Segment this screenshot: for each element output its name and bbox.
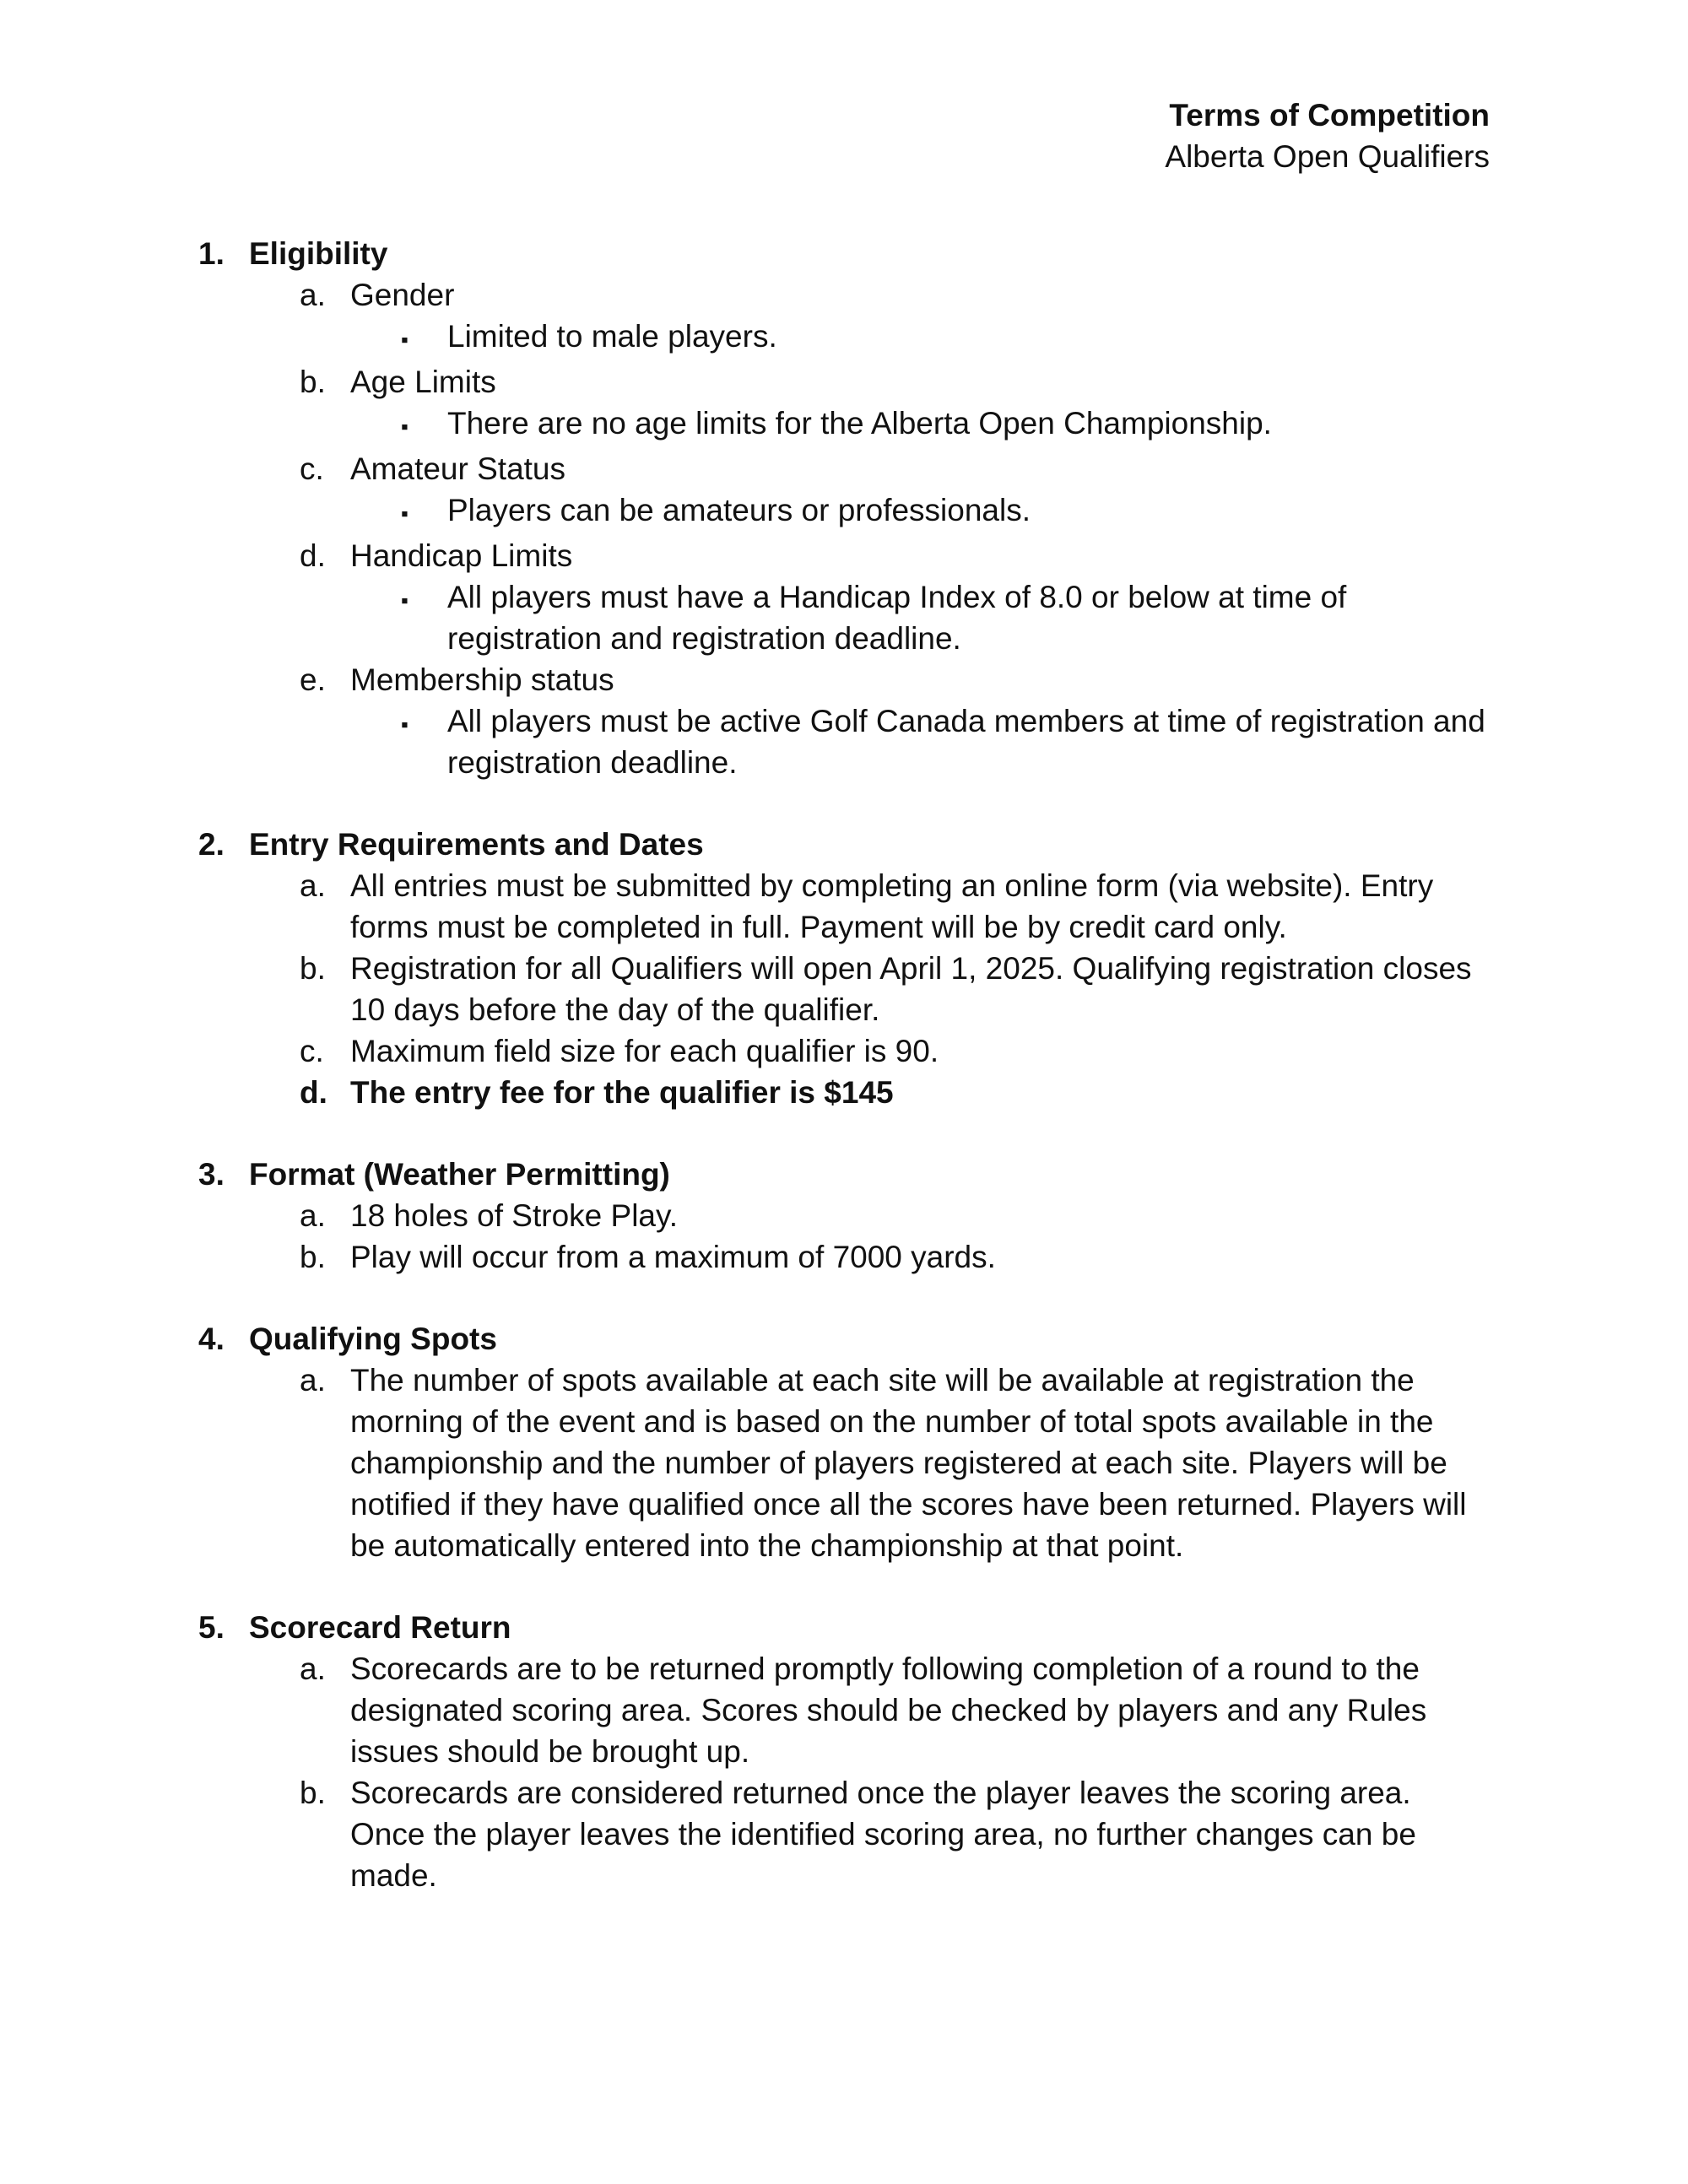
bullet-item [198, 403, 1490, 448]
section-number: 3. [198, 1157, 225, 1192]
item-marker: a. [300, 1198, 326, 1233]
item-text: Membership status [350, 662, 614, 697]
section-heading [198, 824, 1490, 865]
list-item [198, 948, 1490, 1030]
section-title-text: Qualifying Spots [249, 1322, 497, 1356]
section-format [198, 1154, 1490, 1278]
list-item [198, 1648, 1490, 1772]
item-marker: c. [300, 1034, 324, 1068]
item-text: Amateur Status [350, 451, 566, 486]
square-bullet-icon: ▪ [401, 415, 408, 439]
list-item [198, 1360, 1490, 1566]
bullet-text: All players must be active Golf Canada members at time of registration and registration deadline. [447, 704, 1485, 780]
section-heading [198, 233, 1490, 274]
item-marker: b. [300, 1240, 326, 1274]
list-item [198, 865, 1490, 948]
section-eligibility [198, 233, 1490, 783]
item-text: Maximum field size for each qualifier is 90. [350, 1034, 939, 1068]
item-marker: a. [300, 278, 326, 312]
square-bullet-icon: ▪ [401, 589, 408, 613]
bullet-text: Limited to male players. [447, 319, 777, 354]
list-item-entry-fee [198, 1072, 1490, 1113]
section-title-text: Format (Weather Permitting) [249, 1157, 670, 1192]
section-title-text: Entry Requirements and Dates [249, 827, 704, 862]
list-item [198, 361, 1490, 403]
bullet-item [198, 700, 1490, 783]
item-text: Play will occur from a maximum of 7000 yards. [350, 1240, 996, 1274]
list-item [198, 1236, 1490, 1278]
list-item [198, 535, 1490, 576]
section-number: 2. [198, 827, 225, 862]
section-heading [198, 1154, 1490, 1195]
list-item [198, 448, 1490, 489]
bullet-item [198, 489, 1490, 535]
bullet-text: There are no age limits for the Alberta Open Championship. [447, 406, 1272, 441]
list-item [198, 274, 1490, 316]
item-marker: a. [300, 1363, 326, 1397]
square-bullet-icon: ▪ [401, 713, 408, 737]
section-number: 4. [198, 1322, 225, 1356]
item-text: Scorecards are to be returned promptly following completion of a round to the designated scoring area. Scores should be checked by players and any Rules issues should be brought up. [350, 1652, 1427, 1769]
list-item [198, 1195, 1490, 1236]
section-number: 5. [198, 1610, 225, 1645]
section-scorecard-return [198, 1607, 1490, 1896]
item-marker: a. [300, 1652, 326, 1686]
list-item [198, 1772, 1490, 1896]
item-text: 18 holes of Stroke Play. [350, 1198, 679, 1233]
square-bullet-icon: ▪ [401, 328, 408, 352]
item-text: Scorecards are considered returned once the player leaves the scoring area. Once the player leaves the identified scoring area, no further changes can be made. [350, 1776, 1416, 1893]
item-text: Age Limits [350, 365, 496, 399]
section-entry-requirements [198, 824, 1490, 1113]
item-text: Registration for all Qualifiers will open April 1, 2025. Qualifying registration closes 10 days before the day of the qualifier. [350, 951, 1472, 1027]
section-title-text: Eligibility [249, 236, 388, 271]
item-marker: a. [300, 868, 326, 903]
document-subtitle: Alberta Open Qualifiers [1165, 139, 1490, 174]
bullet-text: Players can be amateurs or professionals. [447, 493, 1031, 527]
bullet-item [198, 316, 1490, 361]
item-marker: d. [300, 1075, 327, 1110]
item-text: The entry fee for the qualifier is $145 [350, 1075, 894, 1110]
item-marker: e. [300, 662, 326, 697]
item-marker: b. [300, 365, 326, 399]
section-heading [198, 1607, 1490, 1648]
section-number: 1. [198, 236, 225, 271]
item-text: All entries must be submitted by completing an online form (via website). Entry forms must be completed in full. Payment will be by credit card only. [350, 868, 1434, 944]
section-title-text: Scorecard Return [249, 1610, 511, 1645]
square-bullet-icon: ▪ [401, 502, 408, 526]
item-text: The number of spots available at each site will be available at registration the morning of the event and is based on the number of total spots available in the championship and the number of players registered at each site. Players will be notified if they have qualified once all the scores have been returned. Players will be automatically entered into the championship at that point. [350, 1363, 1467, 1563]
bullet-item [198, 576, 1490, 659]
section-qualifying-spots [198, 1318, 1490, 1566]
bullet-text: All players must have a Handicap Index of 8.0 or below at time of registration and registration deadline. [447, 580, 1347, 656]
section-heading [198, 1318, 1490, 1360]
list-item [198, 659, 1490, 700]
document-title: Terms of Competition [1169, 98, 1490, 132]
item-marker: d. [300, 538, 326, 573]
item-text: Gender [350, 278, 455, 312]
item-marker: c. [300, 451, 324, 486]
item-marker: b. [300, 1776, 326, 1810]
list-item [198, 1030, 1490, 1072]
item-text: Handicap Limits [350, 538, 573, 573]
document-header [198, 95, 1490, 177]
item-marker: b. [300, 951, 326, 986]
